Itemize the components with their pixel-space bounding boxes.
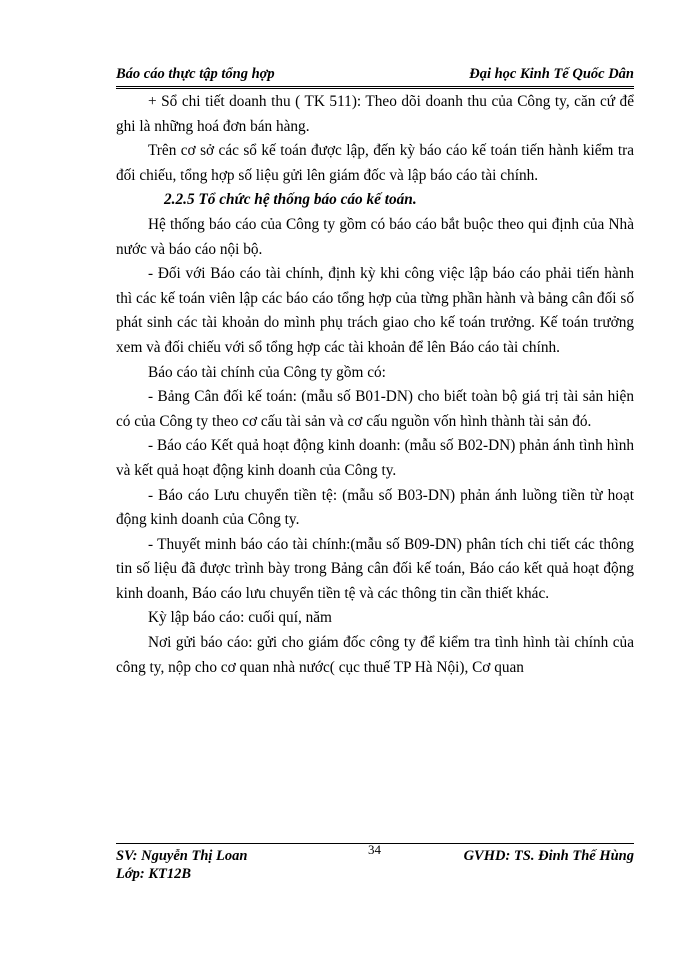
paragraph: Trên cơ sở các sổ kế toán được lập, đến kỳ báo cáo kế toán tiến hành kiểm tra đối chiếu, tổng hợp số liệu gửi lên giám đốc và lập báo cáo tài chính. <box>116 142 634 184</box>
header-report-title: Báo cáo thực tập tổng hợp <box>116 66 275 82</box>
page-header <box>116 64 634 89</box>
paragraph: + Sổ chi tiết doanh thu ( TK 511): Theo dõi doanh thu của Công ty, căn cứ để ghi là những hoá đơn bán hàng. <box>116 93 634 135</box>
paragraph: Báo cáo tài chính của Công ty gồm có: <box>148 363 386 381</box>
paragraph: - Báo cáo Kết quả hoạt động kinh doanh: (mẫu số B02-DN) phản ánh tình hình và kết quả hoạt động kinh doanh của Công ty. <box>116 437 634 479</box>
header-university: Đại học Kinh Tế Quốc Dân <box>469 66 634 82</box>
page-number: 34 <box>368 842 381 857</box>
paragraph: - Thuyết minh báo cáo tài chính:(mẫu số B09-DN) phân tích chi tiết các thông tin số liệu đã được trình bày trong Bảng cân đối kế toán, Báo cáo kết quả hoạt động kinh doanh, Báo cáo lưu chuyển tiền tệ và các thông tin cần thiết khác. <box>116 535 634 602</box>
paragraph: Hệ thống báo cáo của Công ty gồm có báo cáo bắt buộc theo qui định của Nhà nước và báo cáo nội bộ. <box>116 215 634 258</box>
paragraph: Kỳ lập báo cáo: cuối quí, năm <box>148 609 332 627</box>
document-body <box>116 90 634 680</box>
footer-class: Lớp: KT12B <box>116 866 192 882</box>
paragraph: - Báo cáo Lưu chuyển tiền tệ: (mẫu số B03-DN) phản ánh luồng tiền từ hoạt động kinh doanh của Công ty. <box>116 486 634 529</box>
footer-advisor: GVHD: TS. Đinh Thế Hùng <box>463 848 634 864</box>
paragraph: Nơi gửi báo cáo: gửi cho giám đốc công ty để kiểm tra tình hình tài chính của công ty, nộp cho cơ quan nhà nước( cục thuế TP Hà Nội), Cơ quan <box>116 634 634 676</box>
paragraph: - Bảng Cân đối kế toán: (mẫu số B01-DN) cho biết toàn bộ giá trị tài sản hiện có của Công ty theo cơ cấu tài sản và cơ cấu nguồn vốn hình thành tài sản đó. <box>116 388 634 430</box>
page-footer <box>116 843 634 884</box>
paragraph: - Đối với Báo cáo tài chính, định kỳ khi công việc lập báo cáo phải tiến hành thì các kế toán viên lập các báo cáo tổng hợp của từng phần hành và bảng cân đối số phát sinh các tài khoản do mình phụ trách giao cho kế toán trưởng. Kế toán trưởng xem và đối chiếu với sổ tổng hợp các tài khoản để lên Báo cáo tài chính. <box>116 265 634 356</box>
footer-student-name: SV: Nguyễn Thị Loan <box>116 848 248 864</box>
section-heading: 2.2.5 Tổ chức hệ thống báo cáo kế toán. <box>164 191 417 209</box>
